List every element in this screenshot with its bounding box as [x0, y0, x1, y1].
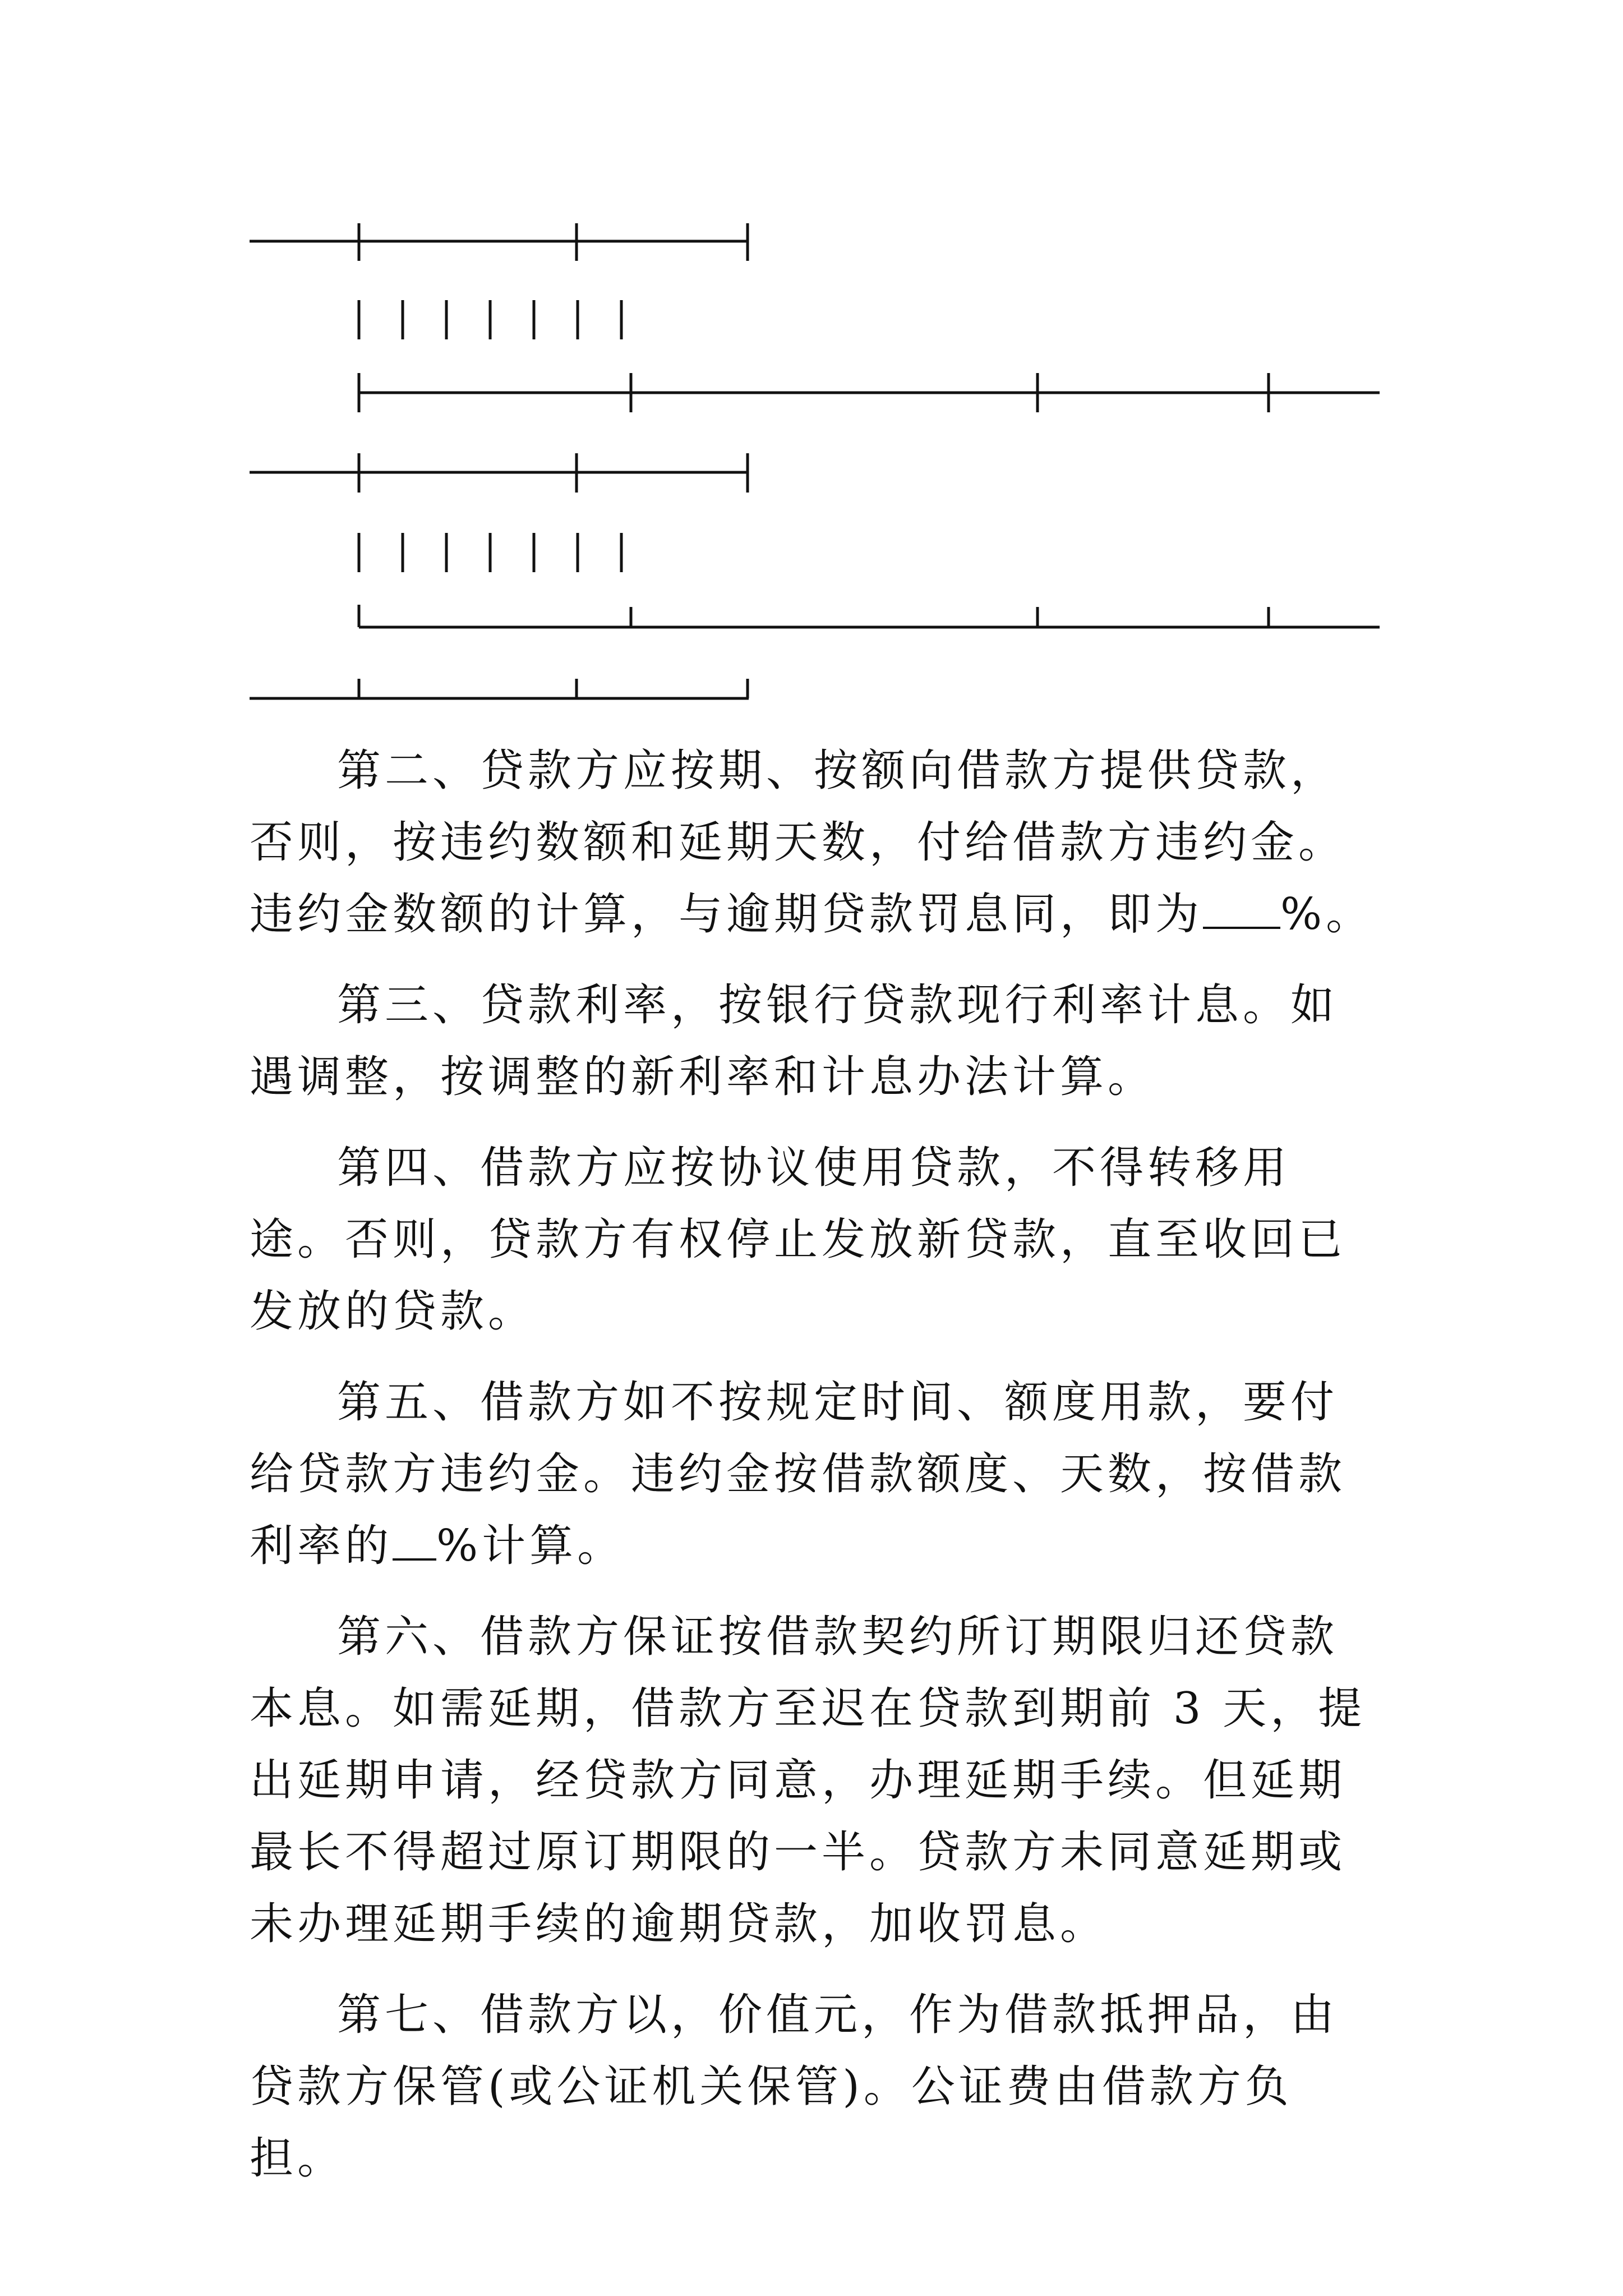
paragraph-article-2: 第二、贷款方应按期、按额向借款方提供贷款，否则，按违约数额和延期天数，付给借款方违约金。违约金数额的计算，与逾期贷款罚息同，即为 %。 [250, 746, 1374, 940]
table-verticals [359, 300, 621, 339]
table-skeleton [0, 0, 1623, 729]
body-text [250, 735, 1382, 2214]
paragraph-article-6: 第六、借款方保证按借款契约所订期限归还贷款本息。如需延期，借款方至迟在贷款到期前 3 天，提出延期申请，经贷款方同意，办理延期手续。但延期最长不得超过原订期限的一半。贷款方未同意延期或未办理延期手续的逾期贷款，加收罚息。 [250, 1612, 1366, 1949]
fill-in-blank[interactable] [393, 1519, 436, 1561]
paragraph-article-4: 第四、借款方应按协议使用贷款，不得转移用途。否则，贷款方有权停止发放新贷款，直至收回已发放的贷款。 [250, 1143, 1347, 1337]
paragraph-article-7: 第七、借款方以，价值元，作为借款抵押品，由贷款方保管(或公证机关保管)。公证费由借款方负担。 [250, 1990, 1339, 2184]
paragraph-article-3: 第三、贷款利率，按银行贷款现行利率计息。如遇调整，按调整的新利率和计息办法计算。 [250, 980, 1339, 1102]
table-verticals [359, 533, 621, 572]
fill-in-blank[interactable] [1203, 887, 1280, 929]
paragraph-article-5: 第五、借款方如不按规定时间、额度用款，要付给贷款方违约金。违约金按借款额度、天数，按借款利率的 %计算。 [250, 1377, 1347, 1571]
